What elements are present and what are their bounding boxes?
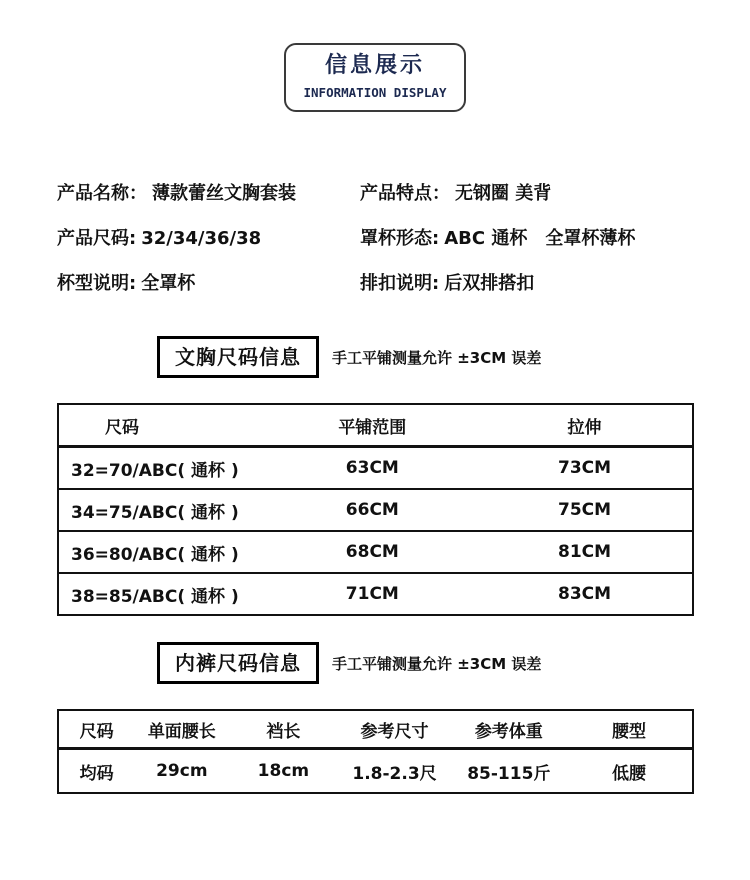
column-header-crotch-length: 裆长 xyxy=(229,710,337,749)
bra-size-measure-note: 手工平铺测量允许 ±3CM 误差 xyxy=(332,348,542,367)
bra-table-header-row xyxy=(58,404,693,447)
table-row xyxy=(58,531,693,573)
panty-size-measure-note: 手工平铺测量允许 ±3CM 误差 xyxy=(332,654,542,673)
cell-ref-size: 1.8-2.3尺 xyxy=(337,749,451,794)
panty-size-section-title: 内裤尺码信息 xyxy=(157,642,319,684)
attr-product-name xyxy=(57,184,360,204)
column-header-ref-weight: 参考体重 xyxy=(452,710,566,749)
bra-size-section-header xyxy=(157,336,750,378)
cell-size: 38=85/ABC( 通杯 ) xyxy=(58,573,268,615)
attr-label: 产品名称： xyxy=(57,183,147,204)
table-row xyxy=(58,749,693,794)
attr-value: ABC 通杯 全罩杯薄杯 xyxy=(444,228,636,249)
panty-size-table xyxy=(57,709,694,794)
attr-hook-type xyxy=(360,274,750,294)
column-header-size: 尺码 xyxy=(58,710,134,749)
cell-flat-range: 66CM xyxy=(268,489,478,531)
attr-product-features xyxy=(360,184,750,204)
attr-product-sizes xyxy=(57,229,360,249)
cell-size: 32=70/ABC( 通杯 ) xyxy=(58,447,268,490)
table-row xyxy=(58,489,693,531)
attr-value: 后双排搭扣 xyxy=(444,273,535,294)
column-header-waist-length: 单面腰长 xyxy=(134,710,229,749)
cell-stretch: 81CM xyxy=(477,531,693,573)
product-attributes xyxy=(57,184,750,294)
attr-cup-type xyxy=(57,274,360,294)
cell-size: 34=75/ABC( 通杯 ) xyxy=(58,489,268,531)
cell-size: 36=80/ABC( 通杯 ) xyxy=(58,531,268,573)
badge-subtitle: INFORMATION DISPLAY xyxy=(303,85,447,100)
panty-size-section-header xyxy=(157,642,750,684)
bra-size-section-title: 文胸尺码信息 xyxy=(157,336,319,378)
cell-stretch: 73CM xyxy=(477,447,693,490)
cell-size: 均码 xyxy=(58,749,134,794)
attr-cup-form xyxy=(360,229,750,249)
bra-size-table xyxy=(57,403,694,616)
column-header-size: 尺码 xyxy=(58,404,268,447)
cell-waist-type: 低腰 xyxy=(566,749,693,794)
column-header-flat-range: 平铺范围 xyxy=(268,404,478,447)
table-row xyxy=(58,447,693,490)
attr-label: 产品特点： xyxy=(360,183,450,204)
attr-label: 产品尺码: xyxy=(57,228,137,249)
info-display-badge xyxy=(284,43,466,112)
cell-flat-range: 71CM xyxy=(268,573,478,615)
attr-value: 全罩杯 xyxy=(141,273,196,294)
table-row xyxy=(58,573,693,615)
attr-label: 排扣说明: xyxy=(360,273,440,294)
attr-value: 无钢圈 美背 xyxy=(455,183,552,204)
cell-flat-range: 68CM xyxy=(268,531,478,573)
panty-table-header-row xyxy=(58,710,693,749)
attr-value: 薄款蕾丝文胸套装 xyxy=(152,183,296,204)
cell-stretch: 83CM xyxy=(477,573,693,615)
cell-stretch: 75CM xyxy=(477,489,693,531)
column-header-stretch: 拉伸 xyxy=(477,404,693,447)
badge-title: 信息展示 xyxy=(324,53,425,78)
cell-waist-length: 29cm xyxy=(134,749,229,794)
attr-label: 杯型说明: xyxy=(57,273,137,294)
attr-label: 罩杯形态: xyxy=(360,228,440,249)
attr-value: 32/34/36/38 xyxy=(141,228,262,249)
cell-flat-range: 63CM xyxy=(268,447,478,490)
column-header-ref-size: 参考尺寸 xyxy=(337,710,451,749)
column-header-waist-type: 腰型 xyxy=(566,710,693,749)
cell-crotch-length: 18cm xyxy=(229,749,337,794)
cell-ref-weight: 85-115斤 xyxy=(452,749,566,794)
product-info-page xyxy=(0,43,750,880)
